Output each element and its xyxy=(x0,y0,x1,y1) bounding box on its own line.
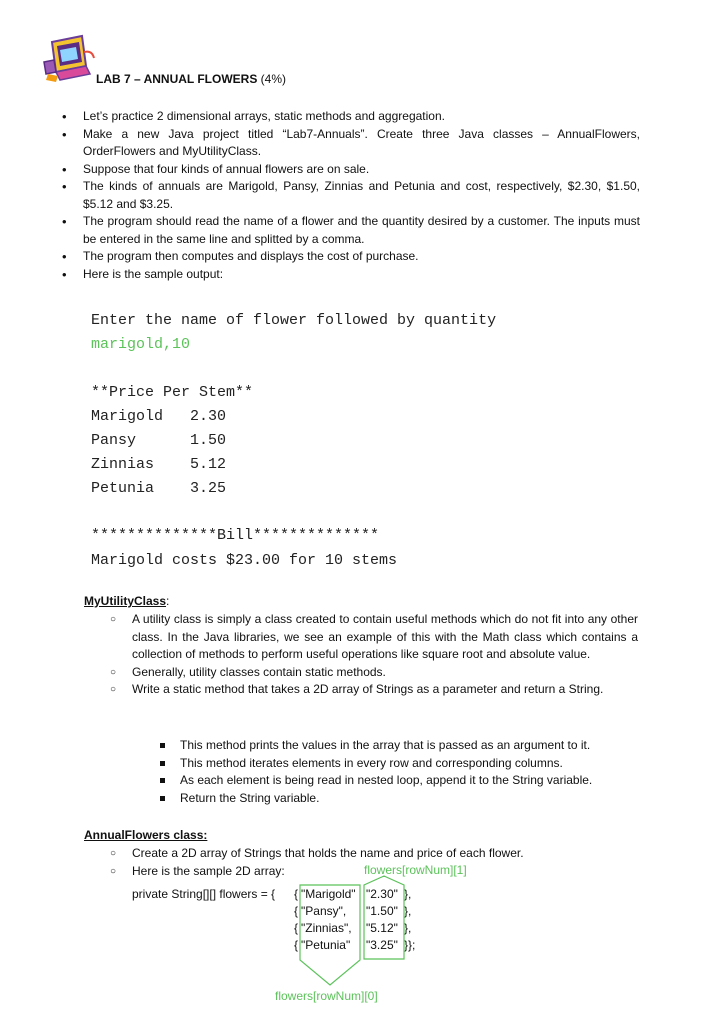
utility-heading-colon: : xyxy=(166,594,170,608)
annotation-name-column: flowers[rowNum][0] xyxy=(275,989,378,1003)
list-item: ○ Create a 2D array of Strings that holds the name and price of each flower. xyxy=(108,845,638,863)
code-row-open: { xyxy=(294,887,299,901)
code-row-open: { xyxy=(294,904,299,918)
list-item: As each element is being read in nested loop, append it to the String variable. xyxy=(154,772,644,790)
code-row-price: "5.12" xyxy=(366,921,398,935)
list-item: • Suppose that four kinds of annual flowers are on sale. xyxy=(60,161,640,179)
code-row-name: "Marigold" xyxy=(301,887,356,901)
code-row-open: { xyxy=(294,938,299,952)
code-row-open: { xyxy=(294,921,299,935)
price-header: **Price Per Stem** xyxy=(91,384,254,401)
list-item: • The program then computes and displays the cost of purchase. xyxy=(60,248,640,266)
title-main: LAB 7 – ANNUAL FLOWERS xyxy=(96,72,258,86)
code-row-name: "Zinnias", xyxy=(301,921,352,935)
code-row-price: "2.30" xyxy=(366,887,398,901)
price-name: Petunia xyxy=(91,480,155,497)
list-item: • Let’s practice 2 dimensional arrays, static methods and aggregation. xyxy=(60,108,640,126)
price-name: Marigold xyxy=(91,408,164,425)
list-item: ○ A utility class is simply a class created to contain useful methods which do not fit into any other class. In the Java libraries, we see an example of this with the Math class which contains a collection of methods to perform useful operations like square root and absolute value. xyxy=(108,611,638,664)
code-row-name: "Petunia" xyxy=(301,938,351,952)
code-row-close: }, xyxy=(404,887,412,901)
title-weight: (4%) xyxy=(257,72,287,86)
code-row-price: "3.25" xyxy=(366,938,398,952)
code-row-price: "1.50" xyxy=(366,904,398,918)
annual-heading: AnnualFlowers class: xyxy=(84,828,208,842)
list-item: ○ Write a static method that takes a 2D array of Strings as a parameter and return a String. xyxy=(108,681,638,699)
bill-line: Marigold costs $23.00 for 10 stems xyxy=(91,552,398,569)
price-column-outline xyxy=(364,876,404,959)
name-column-outline xyxy=(300,885,360,985)
price-value: 5.12 xyxy=(190,456,227,473)
code-row-close: }, xyxy=(404,921,412,935)
output-prompt: Enter the name of flower followed by quantity xyxy=(91,312,497,329)
list-item: ○ Generally, utility classes contain static methods. xyxy=(108,664,638,682)
list-item: • Here is the sample output: xyxy=(60,266,640,284)
list-item: • Make a new Java project titled “Lab7-Annuals”. Create three Java classes – AnnualFlowers, OrderFlowers and MyUtilityClass. xyxy=(60,126,640,161)
price-value: 1.50 xyxy=(190,432,227,449)
price-value: 2.30 xyxy=(190,408,227,425)
list-item: This method prints the values in the array that is passed as an argument to it. xyxy=(154,737,644,755)
annotation-price-column: flowers[rowNum][1] xyxy=(364,863,467,877)
code-row-name: "Pansy", xyxy=(301,904,347,918)
bill-header: **************Bill************** xyxy=(91,527,380,544)
price-name: Zinnias xyxy=(91,456,155,473)
list-item: ○ Here is the sample 2D array: xyxy=(108,863,638,881)
output-user-input: marigold,10 xyxy=(91,336,191,353)
utility-heading-text: MyUtilityClass xyxy=(84,594,167,608)
price-value: 3.25 xyxy=(190,480,227,497)
list-item: • The kinds of annuals are Marigold, Pansy, Zinnias and Petunia and cost, respectively, $2.30, $1.50, $5.12 and $3.25. xyxy=(60,178,640,213)
list-item: • The program should read the name of a flower and the quantity desired by a customer. The inputs must be entered in the same line and splitted by a comma. xyxy=(60,213,640,248)
list-item: Return the String variable. xyxy=(154,790,644,808)
price-name: Pansy xyxy=(91,432,137,449)
code-row-close: }}; xyxy=(404,938,416,952)
code-prefix: private String[][] flowers = { xyxy=(132,887,276,901)
list-item: This method iterates elements in every row and corresponding columns. xyxy=(154,755,644,773)
code-row-close: }, xyxy=(404,904,412,918)
